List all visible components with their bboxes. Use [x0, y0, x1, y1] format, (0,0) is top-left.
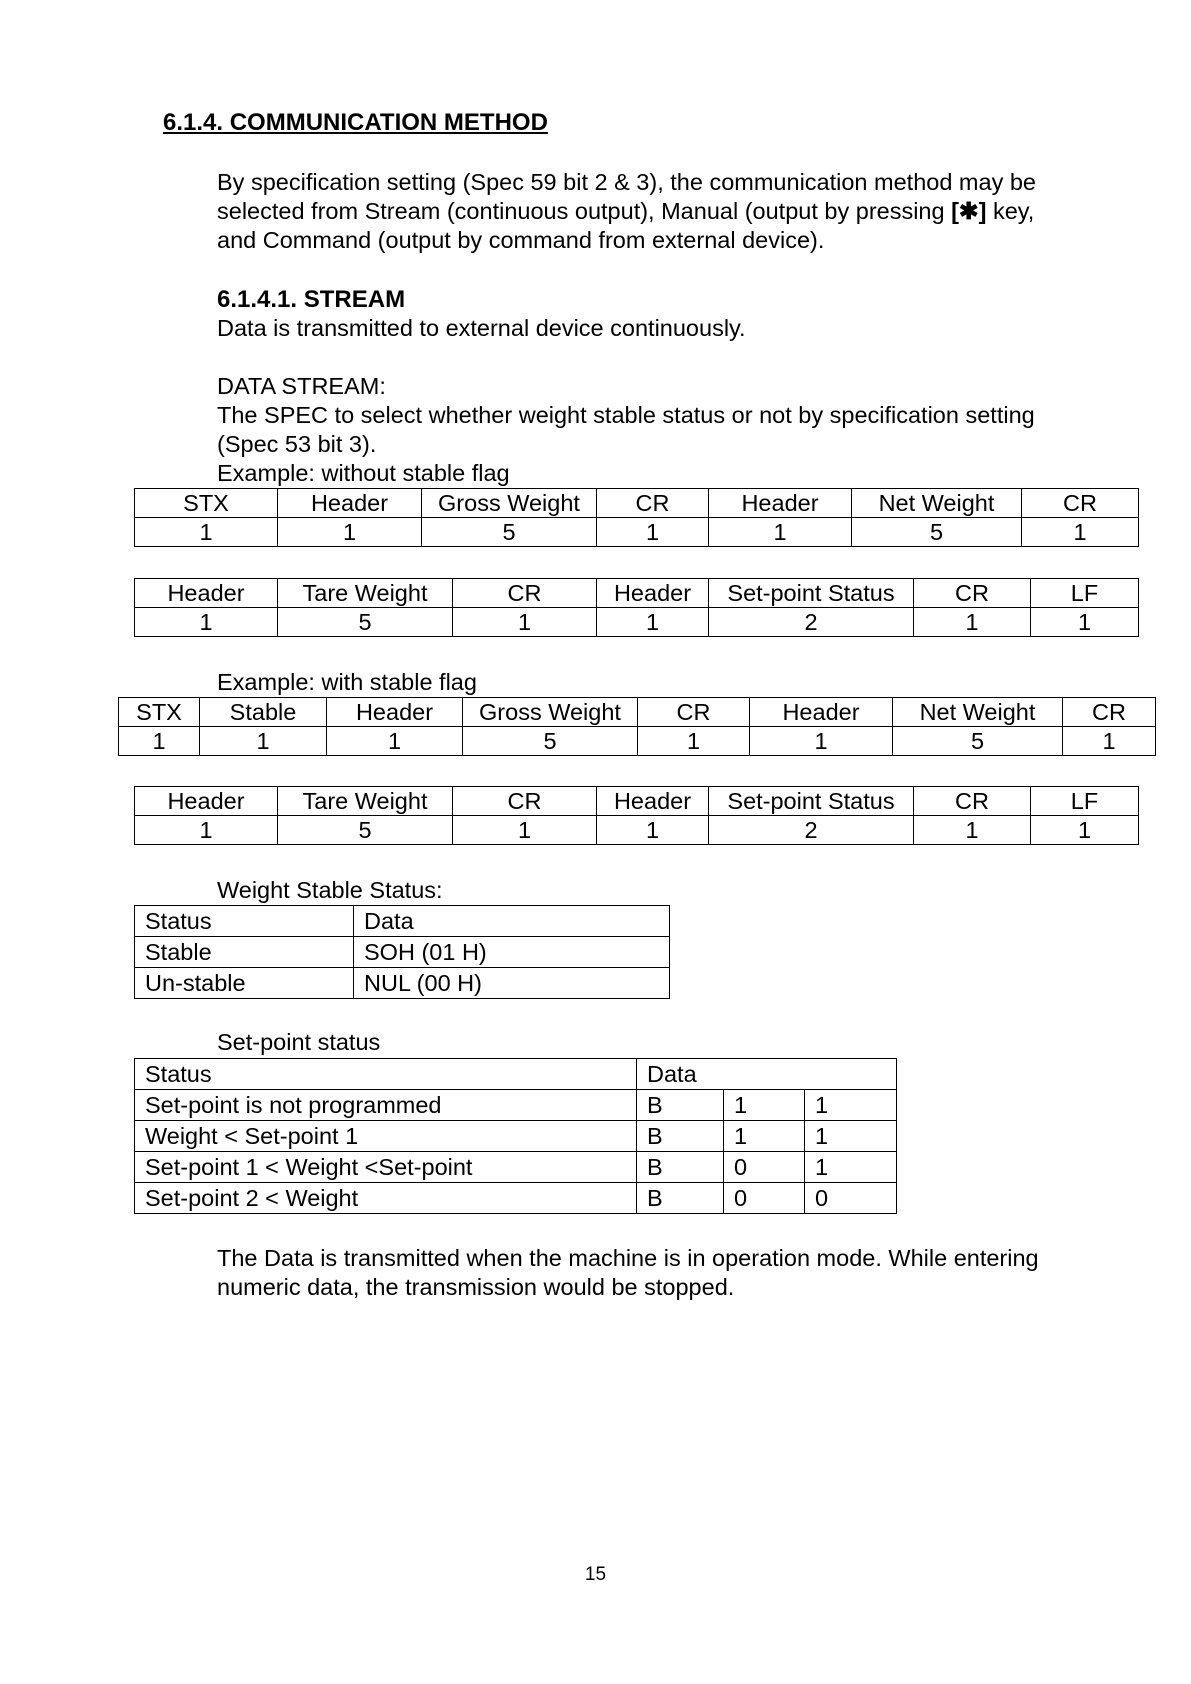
- field-length-cell: 1: [597, 518, 709, 547]
- status-cell: Weight < Set-point 1: [135, 1121, 637, 1152]
- data-cell: 0: [724, 1183, 805, 1214]
- field-length-cell: 1: [597, 608, 709, 637]
- data-cell: 0: [805, 1183, 897, 1214]
- weight-stable-table: [134, 905, 670, 999]
- table-row: [135, 1059, 897, 1090]
- data-cell: SOH (01 H): [354, 937, 670, 968]
- field-header-cell: Header: [597, 579, 709, 608]
- field-header-cell: Set-point Status: [709, 787, 914, 816]
- field-header-cell: STX: [135, 489, 278, 518]
- field-length-cell: 1: [135, 816, 278, 845]
- field-length-cell: 5: [852, 518, 1022, 547]
- stream-description: Data is transmitted to external device continuously.: [217, 315, 746, 341]
- spec-line-1: The SPEC to select whether weight stable status or not by specification setting: [217, 402, 1035, 428]
- field-length-cell: 1: [750, 727, 893, 756]
- table-row: [135, 579, 1139, 608]
- field-header-cell: Tare Weight: [278, 787, 453, 816]
- field-length-cell: 1: [278, 518, 422, 547]
- frame-table-with-2: [134, 786, 1139, 845]
- table-row: [135, 816, 1139, 845]
- field-header-cell: Header: [327, 698, 463, 727]
- field-header-cell: CR: [453, 787, 597, 816]
- data-cell: NUL (00 H): [354, 968, 670, 999]
- field-length-cell: 1: [1031, 816, 1139, 845]
- intro-line-2-tail: key,: [986, 198, 1035, 224]
- field-header-cell: LF: [1031, 787, 1139, 816]
- table-row: [135, 1183, 897, 1214]
- table-row: [135, 518, 1139, 547]
- status-header-cell: Status: [135, 1059, 637, 1090]
- field-length-cell: 1: [1063, 727, 1156, 756]
- field-length-cell: 1: [597, 816, 709, 845]
- field-length-cell: 1: [638, 727, 750, 756]
- intro-paragraph: [217, 168, 1036, 255]
- intro-line-3: and Command (output by command from external device).: [217, 227, 825, 253]
- data-header-cell: Data: [637, 1059, 897, 1090]
- table-row: [119, 727, 1156, 756]
- field-header-cell: CR: [1022, 489, 1139, 518]
- field-header-cell: Stable: [200, 698, 327, 727]
- data-header-cell: Data: [354, 906, 670, 937]
- closing-line-1: The Data is transmitted when the machine is in operation mode. While entering: [217, 1245, 1039, 1271]
- asterisk-key-icon: [✱]: [951, 198, 987, 224]
- field-length-cell: 5: [278, 608, 453, 637]
- field-length-cell: 2: [709, 608, 914, 637]
- field-header-cell: Net Weight: [852, 489, 1022, 518]
- field-length-cell: 1: [914, 816, 1031, 845]
- intro-line-1: By specification setting (Spec 59 bit 2 & 3), the communication method may be: [217, 169, 1037, 195]
- data-stream-block: [217, 372, 1035, 459]
- table-row: [119, 698, 1156, 727]
- field-header-cell: Gross Weight: [463, 698, 638, 727]
- field-header-cell: Gross Weight: [422, 489, 597, 518]
- field-length-cell: 1: [1022, 518, 1139, 547]
- field-header-cell: Net Weight: [893, 698, 1063, 727]
- weight-stable-label: Weight Stable Status:: [217, 877, 443, 903]
- field-length-cell: 1: [453, 608, 597, 637]
- setpoint-status-table: [134, 1058, 897, 1214]
- closing-line-2: numeric data, the transmission would be stopped.: [217, 1274, 735, 1300]
- table-row: [135, 1090, 897, 1121]
- field-header-cell: CR: [638, 698, 750, 727]
- table-row: [135, 1152, 897, 1183]
- table-row: [135, 906, 670, 937]
- table-row: [135, 968, 670, 999]
- setpoint-status-label: Set-point status: [217, 1029, 381, 1055]
- example-without-label: Example: without stable flag: [217, 460, 510, 486]
- field-length-cell: 5: [278, 816, 453, 845]
- status-cell: Set-point 2 < Weight: [135, 1183, 637, 1214]
- field-header-cell: CR: [1063, 698, 1156, 727]
- data-cell: 1: [805, 1152, 897, 1183]
- field-length-cell: 1: [119, 727, 200, 756]
- table-row: [135, 937, 670, 968]
- frame-table-with-1: [118, 697, 1156, 756]
- field-length-cell: 1: [914, 608, 1031, 637]
- example-with-label: Example: with stable flag: [217, 669, 477, 695]
- table-row: [135, 1121, 897, 1152]
- field-header-cell: Tare Weight: [278, 579, 453, 608]
- data-cell: B: [637, 1152, 724, 1183]
- field-length-cell: 1: [327, 727, 463, 756]
- field-header-cell: CR: [453, 579, 597, 608]
- table-row: [135, 489, 1139, 518]
- page-number: 15: [584, 1564, 607, 1585]
- data-cell: 1: [805, 1121, 897, 1152]
- field-header-cell: CR: [914, 787, 1031, 816]
- field-header-cell: Header: [750, 698, 893, 727]
- status-cell: Un-stable: [135, 968, 354, 999]
- field-header-cell: STX: [119, 698, 200, 727]
- field-length-cell: 2: [709, 816, 914, 845]
- data-cell: B: [637, 1090, 724, 1121]
- data-cell: B: [637, 1121, 724, 1152]
- spec-line-2: (Spec 53 bit 3).: [217, 431, 377, 457]
- closing-paragraph: [217, 1244, 1039, 1302]
- status-cell: Stable: [135, 937, 354, 968]
- field-header-cell: Header: [278, 489, 422, 518]
- field-header-cell: Header: [135, 579, 278, 608]
- frame-table-without-2: [134, 578, 1139, 637]
- field-length-cell: 5: [463, 727, 638, 756]
- field-header-cell: Header: [709, 489, 852, 518]
- frame-table-without-1: [134, 488, 1139, 547]
- field-header-cell: Header: [135, 787, 278, 816]
- field-length-cell: 1: [453, 816, 597, 845]
- field-header-cell: CR: [914, 579, 1031, 608]
- field-header-cell: Header: [597, 787, 709, 816]
- field-header-cell: Set-point Status: [709, 579, 914, 608]
- status-cell: Set-point 1 < Weight <Set-point: [135, 1152, 637, 1183]
- field-length-cell: 1: [1031, 608, 1139, 637]
- status-cell: Set-point is not programmed: [135, 1090, 637, 1121]
- field-header-cell: CR: [597, 489, 709, 518]
- data-cell: 1: [805, 1090, 897, 1121]
- field-header-cell: LF: [1031, 579, 1139, 608]
- field-length-cell: 1: [709, 518, 852, 547]
- field-length-cell: 5: [422, 518, 597, 547]
- section-heading: 6.1.4. COMMUNICATION METHOD: [163, 109, 548, 136]
- data-cell: 1: [724, 1090, 805, 1121]
- field-length-cell: 5: [893, 727, 1063, 756]
- data-stream-label: DATA STREAM:: [217, 373, 386, 399]
- field-length-cell: 1: [135, 608, 278, 637]
- table-row: [135, 608, 1139, 637]
- intro-line-2: [217, 197, 1036, 226]
- intro-line-2-text: selected from Stream (continuous output), Manual (output by pressing: [217, 198, 952, 224]
- status-header-cell: Status: [135, 906, 354, 937]
- data-cell: B: [637, 1183, 724, 1214]
- table-row: [135, 787, 1139, 816]
- data-cell: 0: [724, 1152, 805, 1183]
- field-length-cell: 1: [200, 727, 327, 756]
- data-cell: 1: [724, 1121, 805, 1152]
- stream-heading: 6.1.4.1. STREAM: [217, 286, 406, 313]
- field-length-cell: 1: [135, 518, 278, 547]
